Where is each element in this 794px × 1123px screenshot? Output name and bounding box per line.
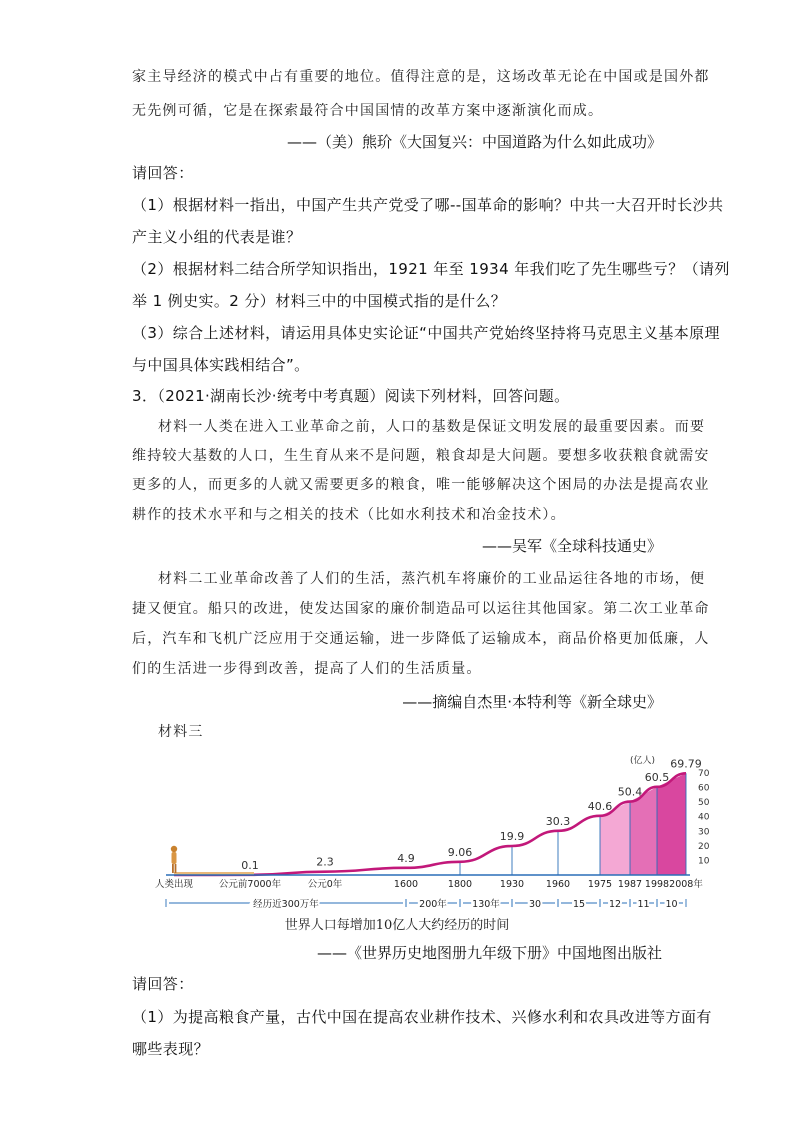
person-leg [172,864,174,873]
material-one-line: 耕作的技术水平和与之相关的技术（比如水利技术和冶金技术）。 [132,507,566,523]
material-two-line: 材料二工业革命改善了人们的生活，蒸汽机车将廉价的工业品运往各地的市场，便 [158,571,706,587]
shaded-region [657,773,686,875]
question-prompt: 请回答： [132,164,194,182]
x-tick-label: 2008年 [669,879,703,890]
x-tick-label: 1930 [499,879,525,890]
question-header: 3．（2021·湖南长沙·统考中考真题）阅读下列材料，回答问题。 [132,387,570,405]
y-tick-label: 50 [698,798,710,809]
passage-source: ——（美）熊玠《大国复兴：中国道路为什么如此成功》 [286,133,662,151]
passage-line: 无先例可循，它是在探索最符合中国国情的改革方案中逐渐演化而成。 [132,103,604,119]
y-tick-label: 20 [698,841,710,852]
interval-label: 30 [528,899,542,910]
value-label: 2.3 [316,855,334,869]
question-prompt: 请回答： [132,975,194,993]
question-item: （1）根据材料一指出，中国产生共产党受了哪--国革命的影响？中共一大召开时长沙共 [132,196,724,214]
value-label: 19.9 [499,830,525,844]
material-two-source: ——摘编自杰里·本特利等《新全球史》 [402,693,662,711]
interval-label: 12 [608,899,622,910]
x-tick-label: 1987 [617,879,643,890]
person-head [171,846,177,852]
x-tick-label: 人类出现 [154,879,194,890]
material-one-line: 维持较大基数的人口，生生育从来不是问题，粮食却是大问题。要想多收获粮食就需安 [132,448,710,464]
interval-label: 130年 [472,899,500,910]
person-body [172,852,177,864]
material-two-line: 后，汽车和飞机广泛应用于交通运输，进一步降低了运输成本，商品价格更加低廉，人 [132,631,710,647]
question-item: 举 1 例史实。2 分）材料三中的中国模式指的是什么？ [132,292,507,310]
interval-label: 11 [637,899,650,910]
material-one-source: ——吴军《全球科技通史》 [481,537,662,555]
value-label: 69.79 [670,757,702,771]
y-tick-label: 60 [698,783,710,794]
question-item: 哪些表现？ [132,1040,210,1058]
y-tick-label: 40 [698,812,710,823]
x-tick-label: 1600 [393,879,419,890]
person-leg [175,864,177,873]
y-tick-label: 70 [698,769,710,779]
question-item: （1）为提高粮食产量，古代中国在提高农业耕作技术、兴修水利和农具改进等方面有 [132,1008,712,1026]
x-tick-label: 1975 [587,879,613,890]
interval-label: 10 [665,899,678,910]
question-item: 产主义小组的代表是谁？ [132,228,302,246]
question-item: （2）根据材料二结合所学知识指出，1921 年至 1934 年我们吃了先生哪些亏？（请列 [132,260,730,278]
value-label: 50.4 [617,785,643,799]
y-tick-label: 10 [698,856,710,867]
unit-label: (亿人) [630,756,656,766]
chart-caption: 世界人口每增加10亿人大约经历的时间 [284,918,510,933]
x-tick-label: 公元0年 [307,879,343,890]
population-chart [154,745,720,935]
human-figure-icon [171,846,177,873]
material-three-label: 材料三 [158,724,204,740]
interval-label: 200年 [419,899,447,910]
value-label: 0.1 [241,858,259,872]
question-item: 与中国具体实践相结合”。 [132,356,310,374]
value-label: 60.5 [644,770,670,784]
interval-label: 经历近300万年 [253,899,319,910]
material-one-line: 更多的人，而更多的人就又需要更多的粮食，唯一能够解决这个困局的办法是提高农业 [132,477,710,493]
x-tick-label: 1960 [545,879,571,890]
x-tick-label: 公元前7000年 [218,879,282,890]
value-label: 30.3 [545,814,571,828]
question-item: （3）综合上述材料，请运用具体史实论证“中国共产党始终坚持将马克思主义基本原理 [132,324,720,342]
value-label: 40.6 [587,799,613,813]
chart-source: ——《世界历史地图册九年级下册》中国地图出版社 [316,944,662,962]
value-label: 4.9 [397,851,415,865]
material-two-line: 们的生活进一步得到改善，提高了人们的生活质量。 [132,661,482,677]
material-two-line: 捷又便宜。船只的改进，使发达国家的廉价制造品可以运往其他国家。第二次工业革命 [132,601,710,617]
x-tick-label: 1998 [644,879,670,890]
passage-line: 家主导经济的模式中占有重要的地位。值得注意的是，这场改革无论在中国或是国外都 [132,69,710,85]
y-tick-label: 30 [698,827,710,838]
interval-label: 15 [572,899,586,910]
value-label: 9.06 [447,845,473,859]
x-tick-label: 1800 [447,879,473,890]
material-one-line: 材料一人类在进入工业革命之前，人口的基数是保证文明发展的最重要因素。而要 [158,419,706,435]
